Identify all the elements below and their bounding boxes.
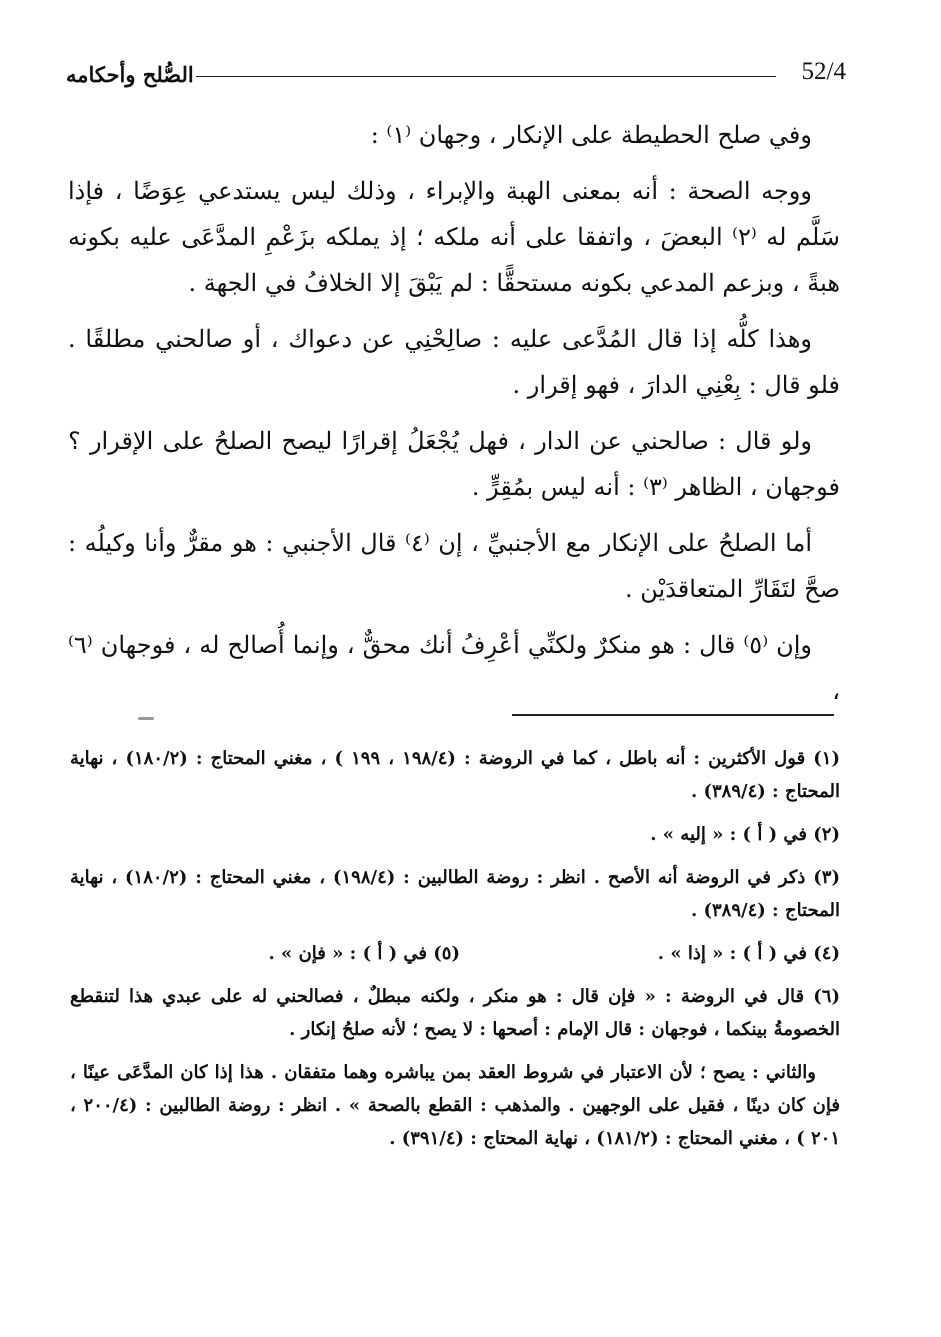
paragraph-4: ولو قال : صالحني عن الدار ، فهل يُجْعَلُ إقرارًا ليصح الصلحُ على الإقرار ؟ فوجهان ، الظاهر ⁽٣⁾ : أنه ليس بمُقِرٍّ . [68,427,840,501]
paragraph-1: وفي صلح الحطيطة على الإنكار ، وجهان ⁽١⁾ : [370,121,812,149]
footnote-4: (٤) في ( أ ) : « إذا » . [657,943,840,964]
page-number: 52/4 [801,58,846,85]
paragraph-6: وإن ⁽٥⁾ قال : هو منكرٌ ولكنِّي أعْرِفُ أنك محقٌّ ، وإنما أُصالح له ، فوجهان ⁽٦⁾ ، [68,631,840,705]
footnote-separator [512,714,834,716]
header-rule [196,76,776,77]
paragraph-5: أما الصلحُ على الإنكار مع الأجنبيِّ ، إن ⁽٤⁾ قال الأجنبي : هو مقرٌّ وأنا وكيلُه : صحَّ لتَقَارِّ المتعاقدَيْن . [68,529,840,603]
footnote-6-continued: والثاني : يصح ؛ لأن الاعتبار في شروط العقد بمن يباشره وهما متفقان . هذا إذا كان المدَّعَى عينًا ، فإن كان دينًا ، فقيل على الوجهين . والمذهب : القطع بالصحة » . انظر : روضة الطالبين : (٢٠٠/٤ ، ٢٠١ ) ، مغني المحتاج : (١٨١/٢) ، نهاية المحتاج : (٣٩١/٤) . [70,1062,840,1149]
paragraph-3: وهذا كلُّه إذا قال المُدَّعى عليه : صالِحْنِي عن دعواك ، أو صالحني مطلقًا . فلو قال : بِعْنِي الدارَ ، فهو إقرار . [68,325,840,399]
footnote-1: (١) قول الأكثرين : أنه باطل ، كما في الروضة : (١٩٨/٤ ، ١٩٩ ) ، مغني المحتاج : (١٨٠/٢) ، نهاية المحتاج : (٣٨٩/٤) . [70,748,840,802]
footnote-row-4-5 [70,937,840,970]
footnote-3: (٣) ذكر في الروضة أنه الأصح . انظر : روضة الطالبين : (١٩٨/٤) ، مغني المحتاج : (١٨٠/٢) ، نهاية المحتاج : (٣٨٩/٤) . [70,867,840,921]
footnote-2: (٢) في ( أ ) : « إليه » . [650,824,840,845]
main-text [68,112,840,724]
footnotes [70,742,840,1165]
footnote-6: (٦) قال في الروضة : « فإن قال : هو منكر ، ولكنه مبطلٌ ، فصالحني له على عبدي هذا لتنقطع الخصومةُ بينكما ، فوجهان : قال الإمام : أصحها : لا يصح ؛ لأنه صلحُ إنكار . [70,986,840,1040]
paragraph-2: ووجه الصحة : أنه بمعنى الهبة والإبراء ، وذلك ليس يستدعي عِوَضًا ، فإذا سَلَّم له ⁽٢⁾ البعضَ ، واتفقا على أنه ملكه ؛ إذ يملكه بزَعْمِ المدَّعَى عليه بكونه هبةً ، وبزعم المدعي بكونه مستحقًّا : لم يَبْقَ إلا الخلافُ في الجهة . [68,177,841,297]
running-header [66,56,846,96]
footnote-5: (٥) في ( أ ) : « فإن » . [268,943,460,964]
scan-mark [138,717,154,720]
header-title: الصُّلح وأحكامه [66,62,194,87]
